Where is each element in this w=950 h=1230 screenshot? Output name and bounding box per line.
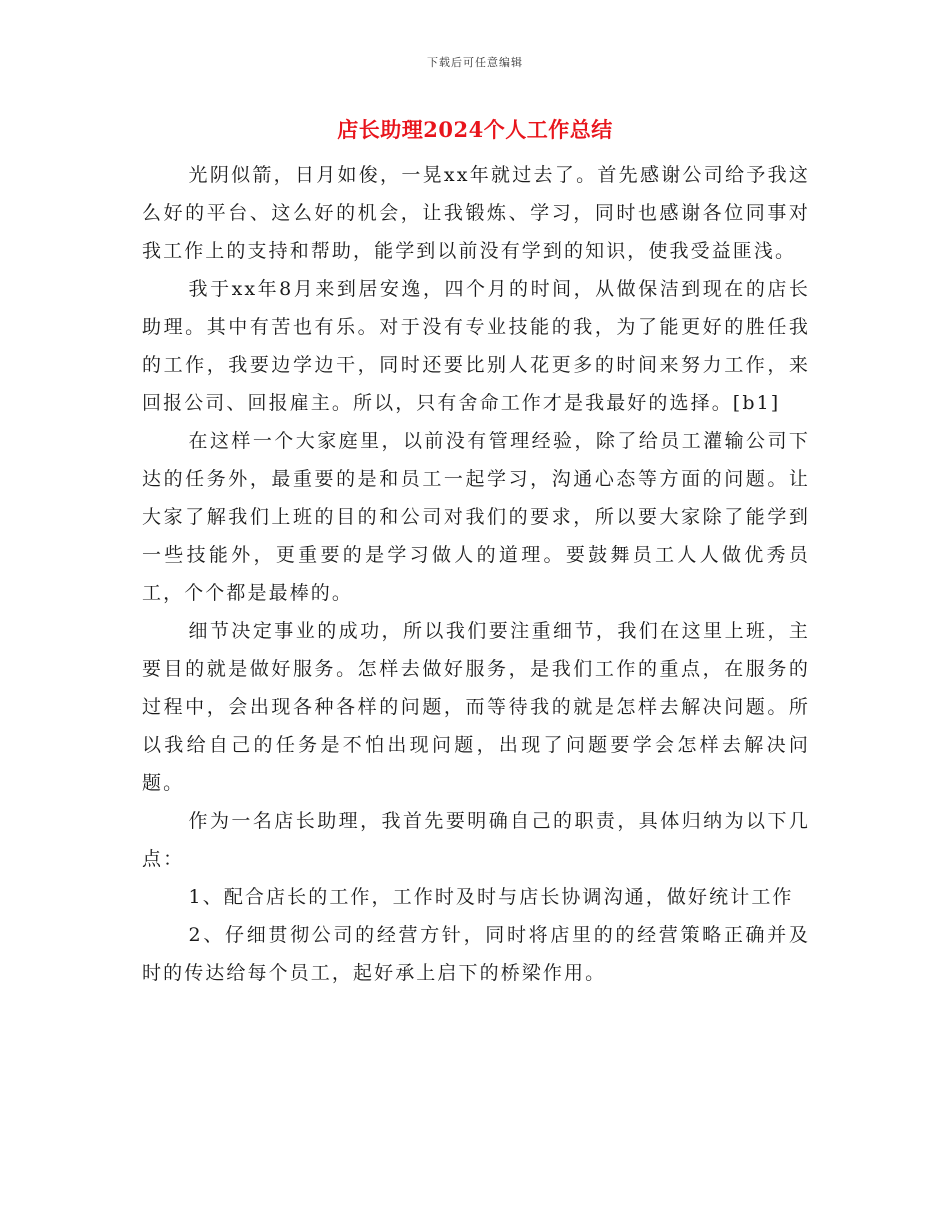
paragraph-details: 细节决定事业的成功，所以我们要注重细节，我们在这里上班，主要目的就是做好服务。怎样去做好服务，是我们工作的重点，在服务的过程中，会出现各种各样的问题，而等待我的就是怎样去解决问题。所以我给自己的任务是不怕出现问题，出现了问题要学会怎样去解决问题。 <box>142 620 810 794</box>
paragraph-management: 在这样一个大家庭里，以前没有管理经验，除了给员工灌输公司下达的任务外，最重要的是和员工一起学习，沟通心态等方面的问题。让大家了解我们上班的目的和公司对我们的要求，所以要大家除了能学到一些技能外，更重要的是学习做人的道理。要鼓舞员工人人做优秀员工，个个都是最棒的。 <box>142 430 810 604</box>
document-body <box>142 156 810 992</box>
paragraph-duty-1: 1、配合店长的工作，工作时及时与店长协调沟通，做好统计工作 <box>188 886 794 908</box>
paragraph-experience: 我于xx年8月来到居安逸，四个月的时间，从做保洁到现在的店长助理。其中有苦也有乐。对于没有专业技能的我，为了能更好的胜任我的工作，我要边学边干，同时还要比别人花更多的时间来努力工作，来回报公司、回报雇主。所以，只有舍命工作才是我最好的选择。[b1] <box>142 278 810 414</box>
paragraph-intro: 光阴似箭，日月如俊，一晃xx年就过去了。首先感谢公司给予我这么好的平台、这么好的机会，让我锻炼、学习，同时也感谢各位同事对我工作上的支持和帮助，能学到以前没有学到的知识，使我受益匪浅。 <box>142 164 810 262</box>
header-note: 下载后可任意编辑 <box>427 56 523 69</box>
document-title: 店长助理2024个人工作总结 <box>337 117 613 142</box>
paragraph-duties-intro: 作为一名店长助理，我首先要明确自己的职责，具体归纳为以下几点： <box>142 810 810 870</box>
paragraph-duty-2: 2、仔细贯彻公司的经营方针，同时将店里的的经营策略正确并及时的传达给每个员工，起好承上启下的桥梁作用。 <box>142 924 810 984</box>
